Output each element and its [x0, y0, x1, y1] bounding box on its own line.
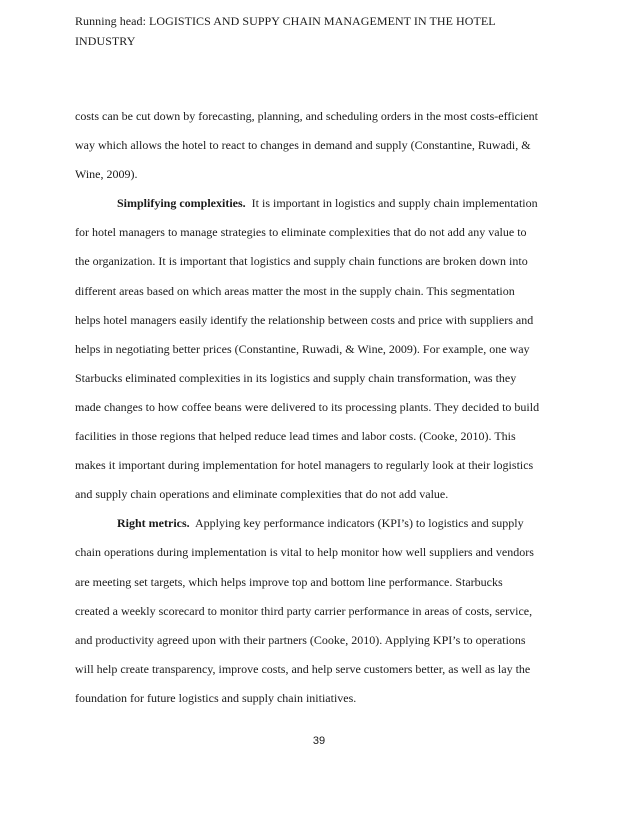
heading-run-in-text: Applying key performance indicators (KPI’s) to logistics and supply — [189, 516, 524, 531]
text-line: helps in negotiating better prices (Constantine, Ruwadi, & Wine, 2009). For example, one way — [75, 341, 530, 356]
text-line: Starbucks eliminated complexities in its logistics and supply chain transformation, was they — [75, 370, 517, 385]
text-line: way which allows the hotel to react to changes in demand and supply (Constantine, Ruwadi, & — [75, 138, 531, 153]
text-line: different areas based on which areas matter the most in the supply chain. This segmentation — [75, 283, 515, 298]
text-line: facilities in those regions that helped reduce lead times and labor costs. (Cooke, 2010). This — [75, 429, 516, 444]
text-line: for hotel managers to manage strategies to eliminate complexities that do not add any value to — [75, 225, 527, 240]
text-line: the organization. It is important that logistics and supply chain functions are broken down into — [75, 254, 528, 269]
section-heading-line — [75, 513, 565, 542]
section-heading: Simplifying complexities. — [117, 196, 246, 211]
text-line: will help create transparency, improve costs, and help serve customers better, as well as lay the — [75, 661, 531, 676]
text-line: costs can be cut down by forecasting, planning, and scheduling orders in the most costs-efficient — [75, 109, 538, 123]
section-heading: Right metrics. — [117, 516, 190, 531]
heading-run-in-text: It is important in logistics and supply chain implementation — [245, 196, 538, 211]
running-head-line-1: Running head: LOGISTICS AND SUPPY CHAIN MANAGEMENT IN THE HOTEL — [75, 14, 496, 28]
text-line: makes it important during implementation for hotel managers to regularly look at their logistics — [75, 458, 534, 473]
text-line: helps hotel managers easily identify the relationship between costs and price with suppliers and — [75, 312, 534, 327]
text-line: Wine, 2009). — [75, 167, 138, 182]
text-line: made changes to how coffee beans were delivered to its processing plants. They decided to build — [75, 399, 540, 414]
text-line: foundation for future logistics and supply chain initiatives. — [75, 690, 357, 705]
page-number: 39 — [312, 735, 326, 747]
text-line: are meeting set targets, which helps improve top and bottom line performance. Starbucks — [75, 574, 503, 589]
text-line: and supply chain operations and eliminate complexities that do not add value. — [75, 487, 449, 502]
running-head-line-2: INDUSTRY — [75, 34, 136, 48]
text-line: chain operations during implementation is vital to help monitor how well suppliers and vendors — [75, 545, 534, 560]
text-line: and productivity agreed upon with their partners (Cooke, 2010). Applying KPI’s to operations — [75, 632, 526, 647]
running-head — [75, 11, 545, 51]
body-text — [75, 106, 565, 717]
section-heading-line — [75, 193, 565, 222]
text-line: created a weekly scorecard to monitor third party carrier performance in areas of costs, service, — [75, 603, 533, 618]
